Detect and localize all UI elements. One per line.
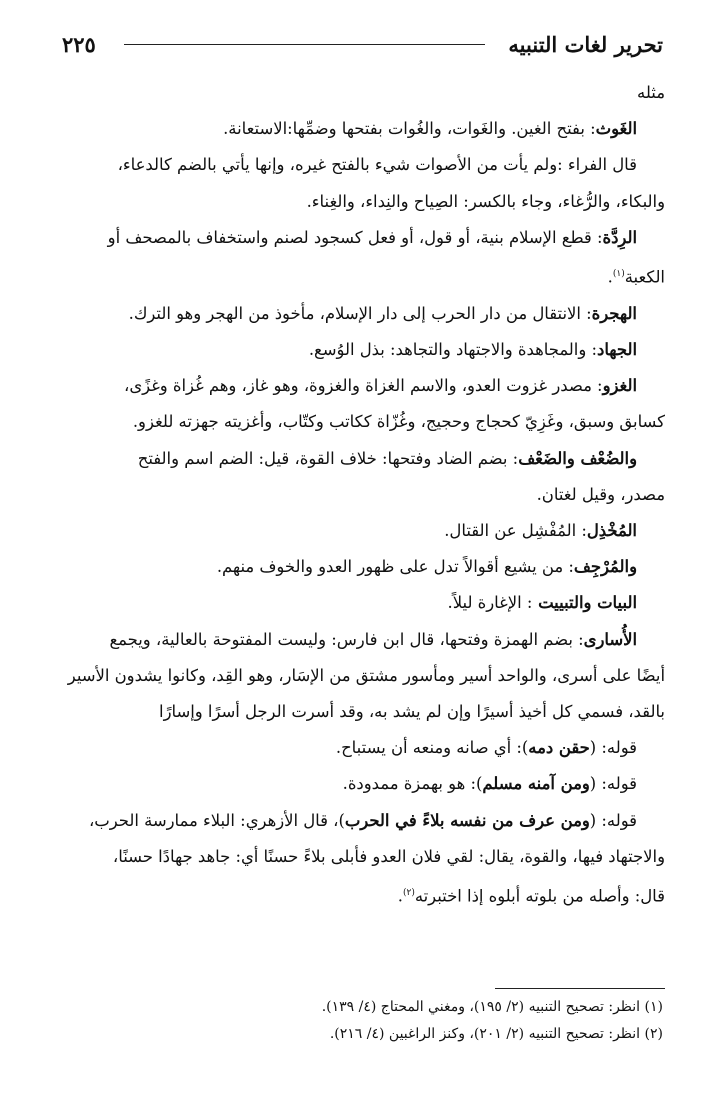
quoted-phrase: ومن عرف من نفسه بلاءً في الحرب: [344, 810, 590, 830]
footnote-1: (١) انظر: تصحيح التنبيه (٢/ ١٩٥)، ومغني المحتاج (٤/ ١٣٩).: [321, 999, 663, 1015]
text-line: مصدر، وقيل لغتان.: [536, 484, 665, 504]
quoted-phrase: ومن آمنه مسلم: [482, 774, 590, 794]
text-segment: الكعبة: [624, 267, 665, 287]
footnote-marker-1: (١): [612, 269, 625, 280]
page-number: ٢٢٥: [62, 32, 96, 57]
text-line: قوله: (ومن آمنه مسلم): هو بهمزة ممدودة.: [342, 774, 637, 794]
text-line: الهجرة: الانتقال من دار الحرب إلى دار الإسلام، مأخوذ من الهجر وهو الترك.: [128, 303, 637, 323]
text-line: البيات والتبييت : الإغارة ليلاً.: [447, 593, 637, 613]
quoted-phrase: حقن دمه: [528, 738, 590, 758]
text-line: قوله: (حقن دمه): أي صانه ومنعه أن يستباح.: [335, 738, 637, 758]
text-line: والمُرْجِف: من يشيع أقوالاً تدل على ظهور العدو والخوف منهم.: [216, 557, 637, 577]
footnote-2: (٢) انظر: تصحيح التنبيه (٢/ ٢٠١)، وكنز الراغبين (٤/ ٢١٦).: [329, 1026, 663, 1042]
text-line: بالقد، فسمي كل أخيذ أسيرًا وإن لم يشد به، وقد أسرت الرجل أسرًا وإسارًا: [159, 701, 665, 721]
footnote-marker-2: (٢): [402, 887, 415, 898]
term-keyword: البيات والتبييت: [532, 593, 637, 613]
footnotes: [60, 994, 663, 1048]
running-title: تحرير لغات التنبيه: [508, 32, 663, 57]
text-line: والبكاء، والرُّغاء، وجاء بالكسر: الصِياح والنِداء، والغِناء.: [306, 191, 665, 211]
term-keyword: المُخْذِل: [586, 520, 637, 540]
text-line: أيضًا على أسرى، والواحد أسير ومأسور مشتق من الإسَار، وهو القِد، وكانوا يشدون الأسير: [67, 665, 665, 685]
text-line: الأُسارى: بضم الهمزة وفتحها، قال ابن فارس: وليست المفتوحة بالعالية، ويجمع: [109, 629, 637, 649]
main-text: [60, 75, 665, 915]
text-segment: قال: وأصله من بلوته أبلوه إذا اختبرته: [414, 886, 665, 906]
term-keyword: الغزو: [602, 376, 637, 396]
term-keyword: الأُسارى: [583, 629, 637, 649]
text-line: مثله: [637, 83, 665, 102]
text-line: قال: وأصله من بلوته أبلوه إذا اختبرته$^{(٢)}$.: [397, 886, 665, 906]
term-keyword: الرِدَّة: [602, 227, 637, 247]
term-keyword: والمُرْجِف: [573, 557, 637, 577]
text-line: والاجتهاد فيها، والقوة، يقال: لقي فلان العدو فأبلى بلاءً حسنًا أي: جاهد جهادًا حسنًا،: [112, 846, 665, 866]
term-keyword: الغَوث: [595, 119, 637, 139]
text-line: الغَوث: بفتح الغين. والغَوات، والغُوات بفتحها وضمِّها:الاستعانة.: [223, 119, 637, 139]
page-header: [62, 32, 663, 62]
text-line: الجهاد: والمجاهدة والاجتهاد والتجاهد: بذل الوُسع.: [308, 339, 637, 359]
footnote-separator: [495, 988, 665, 989]
term-keyword: الجهاد: [597, 339, 637, 359]
text-line: والضُعْف والضَعْف: بضم الضاد وفتحها: خلاف القوة، قيل: الضم اسم والفتح: [137, 448, 637, 468]
text-line: قوله: (ومن عرف من نفسه بلاءً في الحرب)، قال الأزهري: البلاء ممارسة الحرب،: [88, 810, 637, 830]
text-line: الكعبة$^{(١)}$.: [607, 267, 665, 287]
text-line: الغزو: مصدر غزوت العدو، والاسم الغزاة والغزوة، وهو غاز، وهم غُزاة وغزًى،: [124, 376, 637, 396]
header-rule: [124, 44, 485, 45]
text-line: قال الفراء :ولم يأت من الأصوات شيء بالفتح غيره، وإنها يأتي بالضم كالدعاء،: [117, 155, 637, 175]
term-keyword: والضُعْف والضَعْف: [518, 448, 637, 468]
text-line: المُخْذِل: المُفْشِل عن القتال.: [444, 520, 637, 540]
term-keyword: الهجرة: [591, 303, 637, 323]
text-line: الرِدَّة: قطع الإسلام بنية، أو قول، أو فعل كسجود لصنم واستخفاف بالمصحف أو: [107, 227, 637, 247]
text-line: كسابق وسبق، وغَزِيّ كحجاج وحجيج، وغُزّاة ككاتب وكتّاب، وأغزيته جهزته للغزو.: [132, 412, 665, 432]
